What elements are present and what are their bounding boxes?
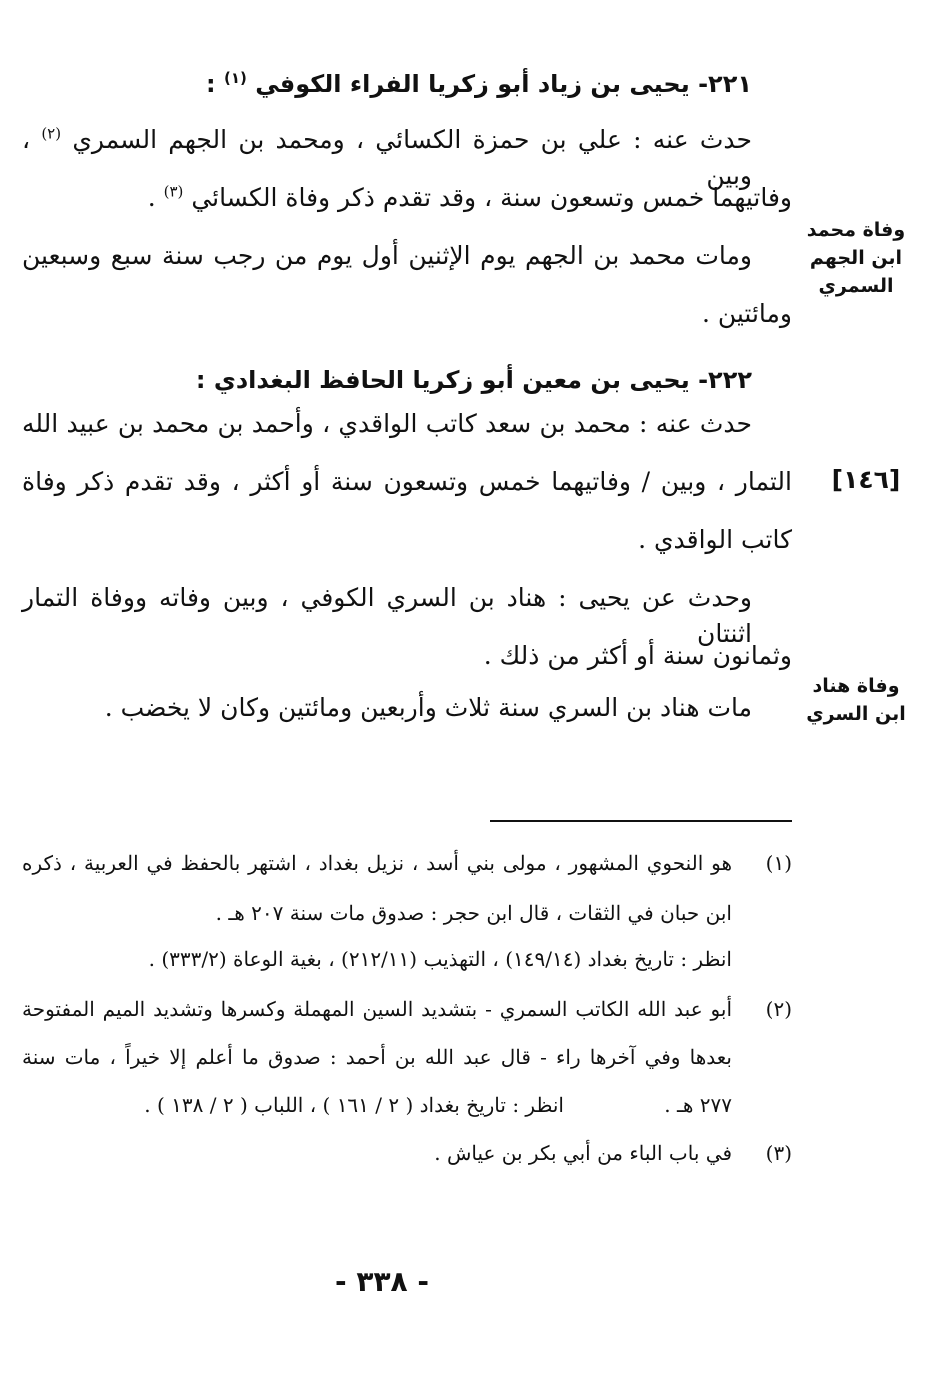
entry-221-heading-colon: :	[206, 70, 216, 98]
footnote-2-line-2	[22, 1042, 732, 1072]
margin-note-2-line-1: وفاة هناد	[812, 675, 900, 697]
footnote-3-number: (٣)	[765, 1141, 792, 1165]
entry-222-line-6-text: مات هناد بن السري سنة ثلاث وأربعين ومائتين وكان لا يخضب .	[104, 693, 752, 722]
entry-222-heading-text: ٢٢٢- يحيى بن معين أبو زكريا الحافظ البغدادي :	[195, 366, 752, 394]
margin-note-death-of-hannad	[806, 672, 906, 728]
footnote-2-sources: انظر : تاريخ بغداد ( ٢ / ١٦١ ) ، اللباب ( ٢ / ١٣٨ ) .	[144, 1093, 564, 1117]
footnote-2-line-3b	[64, 1090, 564, 1120]
entry-221-line-1-end: ، وبين	[22, 125, 752, 190]
entry-221-line-1-text: حدث عنه : علي بن حمزة الكسائي ، ومحمد بن الجهم السمري	[72, 125, 752, 154]
footnote-1-line-1	[22, 848, 732, 878]
entry-222-line-3	[492, 522, 792, 558]
footnote-1-line-2-text: ابن حبان في الثقات ، قال ابن حجر : صدوق مات سنة ٢٠٧ هـ .	[215, 901, 732, 925]
footnote-separator	[490, 820, 792, 822]
entry-221-line-3-text: ومات محمد بن الجهم يوم الإثنين أول يوم من رجب سنة سبع وسبعين	[22, 241, 752, 270]
entry-222-line-2-text: التمار ، وبين / وفاتيهما خمس وتسعون سنة أو أكثر ، وقد تقدم ذكر وفاة	[22, 467, 792, 496]
footnote-2-line-3a	[632, 1090, 732, 1120]
footnote-1-line-3	[32, 944, 732, 974]
footnote-2-line-1	[22, 994, 732, 1024]
footnote-ref-3: (٣)	[163, 182, 184, 201]
footnote-1-number: (١)	[765, 851, 792, 875]
margin-note-1-line-2: ابن الجهم	[809, 247, 903, 269]
page-reference-marker: [١٤٦]	[831, 465, 901, 494]
entry-221-line-2-end: .	[147, 183, 156, 212]
margin-note-1-line-3: السمري	[818, 275, 894, 297]
footnote-2-death-year: ٢٧٧ هـ .	[664, 1093, 732, 1117]
entry-222-line-1	[22, 406, 752, 442]
footnote-3-line-1	[332, 1138, 732, 1168]
entry-222-heading	[195, 362, 752, 398]
footnote-3-line-1-text: في باب الباء من أبي بكر بن عياش .	[434, 1141, 732, 1165]
entry-221-heading-text: ٢٢١- يحيى بن زياد أبو زكريا الفراء الكوفي	[255, 70, 752, 98]
entry-222-line-5	[392, 638, 792, 674]
margin-note-1-line-1: وفاة محمد	[806, 219, 906, 241]
entry-222-line-3-text: كاتب الواقدي .	[638, 525, 792, 554]
entry-222-line-2	[22, 464, 792, 500]
footnote-2-number: (٢)	[765, 997, 792, 1021]
margin-note-2-line-2: ابن السري	[806, 703, 906, 725]
footnote-ref-1: (١)	[224, 69, 247, 87]
footnote-1-line-1-text: هو النحوي المشهور ، مولى بني أسد ، نزيل بغداد ، اشتهر بالحفظ في العربية ، ذكره	[22, 851, 732, 875]
page-number: - ٣٣٨ -	[334, 1265, 430, 1298]
margin-note-death-of-ibn-al-jahm	[806, 216, 906, 300]
entry-221-line-4	[592, 296, 792, 332]
footnote-1-line-2	[172, 898, 732, 928]
entry-221-line-3	[22, 238, 752, 274]
footnote-1-line-3-text: انظر : تاريخ بغداد (١٤٩/١٤) ، التهذيب (٢١٢/١١) ، بغية الوعاة (٣٣٣/٢) .	[148, 947, 732, 971]
footnote-2-line-2-text: بعدها وفي آخرها راء - قال عبد الله بن أحمد : صدوق ما أعلم إلا خيراً ، مات سنة	[22, 1045, 732, 1069]
footnote-ref-2: (٢)	[41, 124, 62, 143]
entry-221-line-4-text: ومائتين .	[701, 299, 792, 328]
entry-222-line-6	[104, 690, 752, 726]
entry-221-line-2	[147, 180, 792, 216]
entry-222-line-4-text: وحدث عن يحيى : هناد بن السري الكوفي ، وبين وفاته ووفاة التمار اثنتان	[22, 583, 752, 648]
entry-221-heading	[206, 66, 752, 102]
entry-221-line-2-text: وفاتيهما خمس وتسعون سنة ، وقد تقدم ذكر وفاة الكسائي	[191, 183, 792, 212]
entry-222-line-5-text: وثمانون سنة أو أكثر من ذلك .	[483, 641, 792, 670]
entry-222-line-1-text: حدث عنه : محمد بن سعد كاتب الواقدي ، وأحمد بن محمد بن عبيد الله	[22, 409, 752, 438]
footnote-2-line-1-text: أبو عبد الله الكاتب السمري - بتشديد السين المهملة وكسرها وتشديد الميم المفتوحة	[22, 997, 732, 1021]
